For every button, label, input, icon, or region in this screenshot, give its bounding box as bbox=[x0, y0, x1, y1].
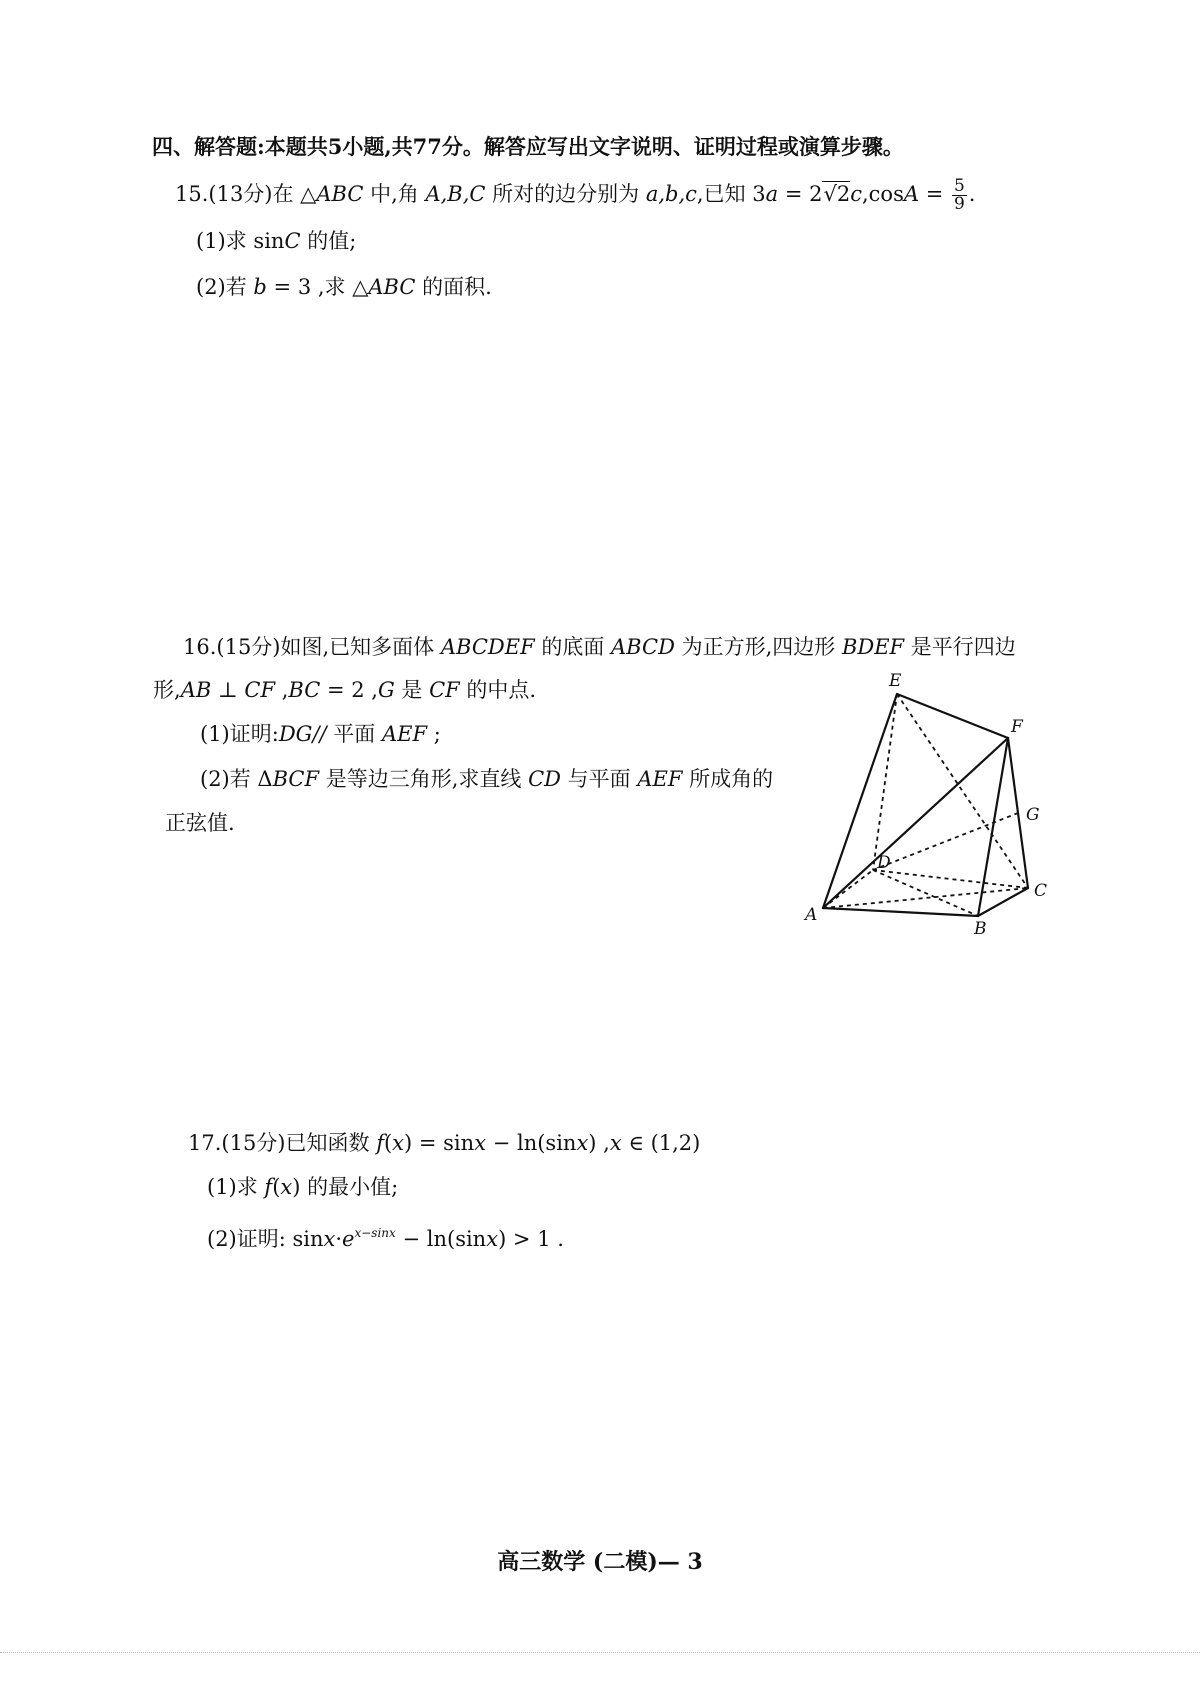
q17-part1-var: x bbox=[280, 1175, 293, 1199]
edge-EF bbox=[897, 694, 1008, 738]
edge-EC bbox=[897, 694, 1028, 888]
q15-sides: a,b,c bbox=[645, 182, 697, 206]
q17-func: f bbox=[376, 1131, 384, 1155]
q15-part1-text: (1)求 sin bbox=[196, 229, 285, 253]
q15-var-c: c bbox=[850, 182, 862, 206]
q15-part2 bbox=[196, 272, 492, 302]
edge-DB bbox=[873, 870, 978, 916]
q16-part1-text: ; bbox=[427, 722, 441, 746]
label-E: E bbox=[889, 671, 902, 691]
q15-part2-text: = 3 ,求 △ bbox=[266, 275, 369, 299]
q16-text: 16.(15分)如图,已知多面体 bbox=[183, 635, 441, 659]
q17-part2-text: ) > 1 . bbox=[498, 1227, 564, 1251]
q15-eq: = bbox=[919, 182, 950, 206]
label-B: B bbox=[974, 919, 987, 935]
q17-var: x bbox=[392, 1131, 405, 1155]
q16-stem-line2 bbox=[153, 675, 536, 705]
edge-AB bbox=[823, 908, 978, 916]
q16-polyhedron: ABCDEF bbox=[440, 635, 535, 659]
q15-part1-var: C bbox=[284, 229, 301, 253]
q15-stem bbox=[175, 178, 975, 213]
q15-part2-var: b bbox=[253, 275, 267, 299]
q17-var: x bbox=[609, 1131, 622, 1155]
polyhedron-figure bbox=[795, 670, 1085, 935]
q16-part2-text: 所成角的 bbox=[682, 767, 774, 791]
q17-part2 bbox=[207, 1218, 564, 1254]
q15-part1-text: 的值; bbox=[300, 229, 357, 253]
q16-part2-text: 是等边三角形,求直线 bbox=[319, 767, 529, 791]
q16-var: CF bbox=[244, 678, 276, 702]
q16-text: 是平行四边 bbox=[904, 635, 1016, 659]
q15-frac-num: 5 bbox=[953, 176, 965, 196]
q15-frac-den: 9 bbox=[953, 194, 965, 214]
q17-text: ( bbox=[383, 1131, 393, 1155]
label-A: A bbox=[805, 905, 818, 925]
q17-part2-e: e bbox=[342, 1227, 355, 1251]
q16-part1-var: DG// bbox=[278, 722, 327, 746]
label-G: G bbox=[1026, 805, 1040, 825]
bottom-divider bbox=[0, 1652, 1200, 1653]
label-C: C bbox=[1034, 881, 1048, 901]
q17-var: x bbox=[474, 1131, 487, 1155]
section-heading bbox=[152, 132, 904, 162]
q16-text: 的底面 bbox=[534, 635, 612, 659]
q17-part2-text: (2)证明: sin bbox=[207, 1227, 324, 1251]
q17-text: − ln(sin bbox=[486, 1131, 577, 1155]
q15-part2-text: 的面积. bbox=[415, 275, 492, 299]
q17-part1-text: ) 的最小值; bbox=[292, 1175, 399, 1199]
q16-text: 是 bbox=[394, 678, 430, 702]
q16-text: 的中点. bbox=[459, 678, 537, 702]
q17-part2-var: x bbox=[486, 1227, 499, 1251]
edge-AE bbox=[823, 694, 897, 908]
q17-part1-text: ( bbox=[272, 1175, 281, 1199]
q15-text: 中,角 bbox=[363, 182, 426, 206]
q15-part2-text: (2)若 bbox=[196, 275, 254, 299]
q16-part2-var: BCF bbox=[272, 767, 320, 791]
edge-DC bbox=[873, 870, 1028, 888]
q16-perp: ⊥ bbox=[211, 678, 245, 702]
q17-part2-var: x bbox=[323, 1227, 336, 1251]
q17-part1-func: f bbox=[264, 1175, 273, 1199]
q15-text: ,cos bbox=[861, 182, 904, 206]
q15-text: ,已知 3 bbox=[696, 182, 766, 206]
q17-part1 bbox=[207, 1172, 398, 1202]
q16-part2 bbox=[200, 764, 773, 794]
q16-part2-text: 与平面 bbox=[561, 767, 638, 791]
q16-part1-var: AEF bbox=[381, 722, 428, 746]
q16-part1 bbox=[200, 719, 441, 749]
q16-text: = 2 , bbox=[320, 678, 378, 702]
q15-text: 所对的边分别为 bbox=[485, 182, 646, 206]
q17-text: ) , bbox=[588, 1131, 610, 1155]
q16-text: , bbox=[275, 678, 289, 702]
q17-part2-exponent: x−sinx bbox=[354, 1226, 396, 1240]
q15-var-a: a bbox=[765, 182, 779, 206]
q15-part1 bbox=[196, 226, 356, 256]
edge-FB bbox=[978, 738, 1008, 916]
q17-text: 17.(15分)已知函数 bbox=[188, 1131, 377, 1155]
q15-var-A: A bbox=[903, 182, 920, 206]
q15-fraction bbox=[952, 178, 967, 213]
q15-part2-triangle: ABC bbox=[368, 275, 416, 299]
q16-stem-line1 bbox=[183, 632, 1016, 662]
q17-domain: ∈ (1,2) bbox=[621, 1131, 701, 1155]
q15-end: . bbox=[968, 182, 976, 206]
q16-part2-continued bbox=[165, 808, 235, 838]
q15-lead: 15.(13分)在 △ bbox=[175, 182, 317, 206]
q16-var: CF bbox=[429, 678, 460, 702]
q16-part2-var: AEF bbox=[637, 767, 683, 791]
q17-part1-text: (1)求 bbox=[207, 1175, 265, 1199]
label-D: D bbox=[877, 853, 891, 873]
label-F: F bbox=[1011, 717, 1023, 737]
q15-angles: A,B,C bbox=[425, 182, 486, 206]
q16-part1-text: (1)证明: bbox=[200, 722, 279, 746]
q16-part1-text: 平面 bbox=[326, 722, 382, 746]
q16-var: BC bbox=[288, 678, 321, 702]
q16-text: 为正方形,四边形 bbox=[674, 635, 842, 659]
q16-quad: BDEF bbox=[841, 635, 905, 659]
q17-part2-dot: · bbox=[335, 1227, 343, 1251]
q16-part2-text: (2)若 Δ bbox=[200, 767, 273, 791]
q16-var: G bbox=[377, 678, 395, 702]
q15-sqrt2: √2 bbox=[823, 182, 851, 206]
q17-var: x bbox=[576, 1131, 589, 1155]
q17-part2-text: − ln(sin bbox=[395, 1227, 487, 1251]
q16-part2-text: 正弦值. bbox=[165, 811, 235, 835]
q17-text: ) = sin bbox=[404, 1131, 475, 1155]
q15-triangle: ABC bbox=[316, 182, 364, 206]
q16-var: AB bbox=[180, 678, 212, 702]
q16-text: 形, bbox=[153, 678, 181, 702]
section-heading-text: 四、解答题:本题共5小题,共77分。解答应写出文字说明、证明过程或演算步骤。 bbox=[152, 134, 904, 159]
q15-text: = 2 bbox=[778, 182, 823, 206]
q16-part2-var: CD bbox=[528, 767, 561, 791]
page-footer: 高三数学 (二模)— 3 bbox=[497, 1549, 703, 1575]
q17-stem bbox=[188, 1128, 700, 1158]
q16-base: ABCD bbox=[611, 635, 675, 659]
